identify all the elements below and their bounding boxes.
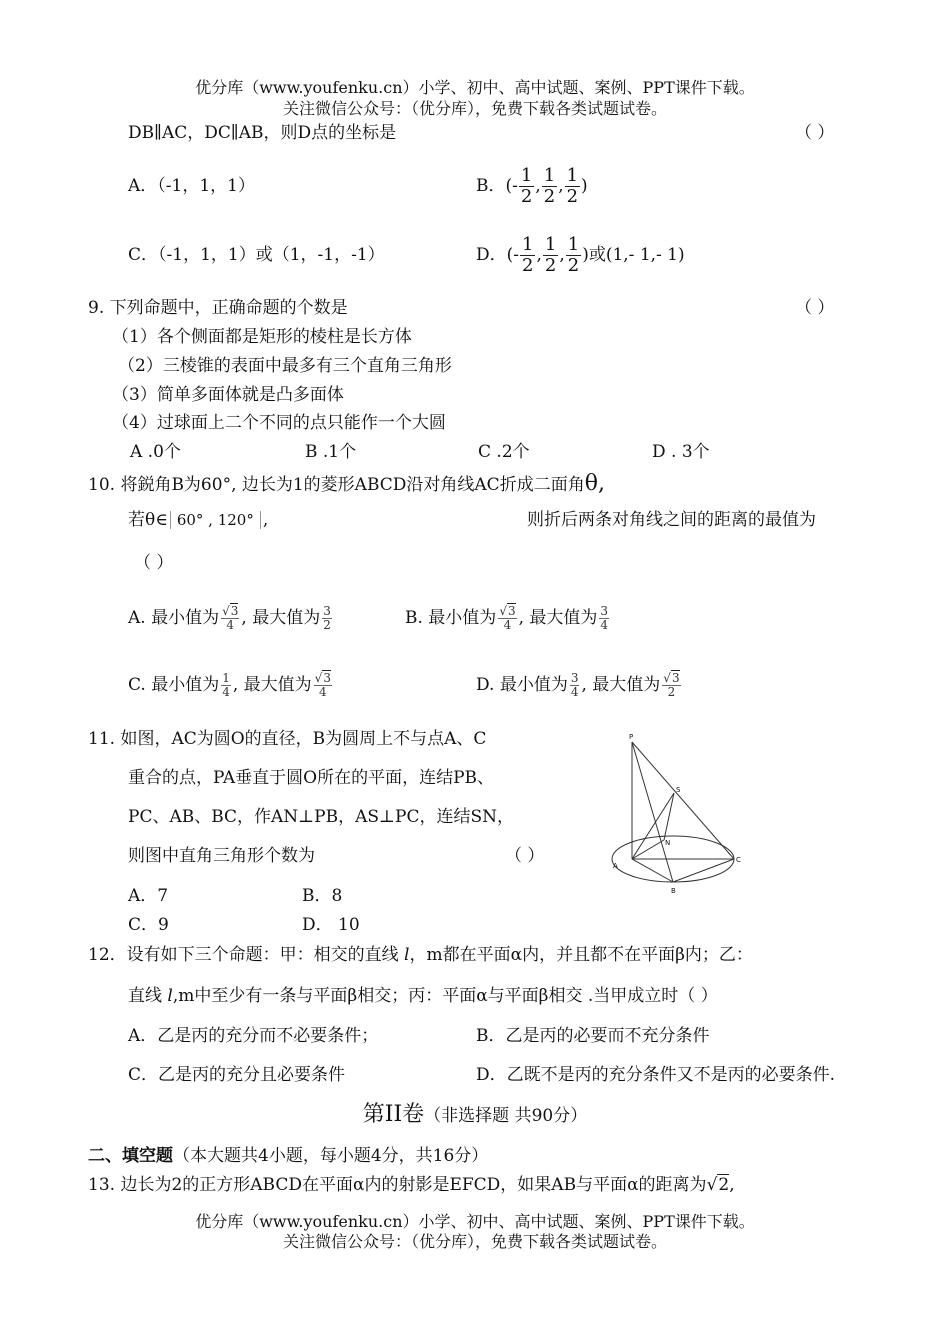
label-c: C [736,856,741,864]
q10-option-c: C. 最小值为 $\frac{1}{4}$ , 最大值为 $\frac{√3}{4}$ [128,671,331,699]
q11-geometry-figure [605,728,755,898]
fraction: $\frac{1}{2}$ [520,165,533,207]
q10-paren: （ ） [134,553,174,573]
fraction: $\frac{3}{4}$ [600,604,609,632]
header-line-2: 关注微信公众号：（优分库），免费下载各类试题试卷。 [282,99,667,118]
q11-line-1: 11. 如图，AC为圆O的直径，B为圆周上不与点A、C [88,729,487,749]
label-n: N [665,839,671,847]
q11-option-d: D． 10 [302,915,360,935]
q12-line-1: 12．设有如下三个命题：甲：相交的直线 l，m都在平面α内，并且都不在平面β内；乙： [88,945,753,965]
q9-option-b: B .1个 [305,442,357,462]
q10-option-d: D. 最小值为 $\frac{3}{4}$ , 最大值为 $\frac{√3}{2}$ [476,671,680,699]
label-s: S [676,786,681,794]
q11-option-a: A．7 [128,886,169,906]
label-p: P [629,733,634,741]
q11-option-c: C．9 [128,915,169,935]
footer-line-2: 关注微信公众号：（优分库），免费下载各类试题试卷。 [282,1232,667,1251]
q9-statement-1: （1）各个侧面都是矩形的棱柱是长方体 [112,327,412,347]
q9-statement-2: （2）三棱锥的表面中最多有三个直角三角形 [118,356,452,376]
section2-heading: 二、填空题（本大题共4小题，每小题4分，共16分） [88,1146,489,1166]
fraction: $\frac{1}{2}$ [543,165,556,207]
q10-option-b: B. 最小值为 $\frac{√3}{4}$ , 最大值为 $\frac{3}{4}$ [405,604,609,632]
q10-option-a: A. 最小值为 $\frac{√3}{4}$ , 最大值为 $\frac{3}{2}$ [128,604,331,632]
edge-as [632,793,674,859]
q8-option-b: B．(- $\frac{1}{2}$ , $\frac{1}{2}$ , $\frac{1}{2}$ ) [476,165,588,207]
q9-stem: 9. 下列命题中，正确命题的个数是 [88,298,348,318]
label-a: A [613,862,618,870]
q10-stem: 10. 将鋭角B为60°, 边长为1的菱形ABCD沿对角线AC折成二面角θ, [88,471,605,496]
fraction: $\frac{1}{4}$ [222,671,230,699]
part2-heading: 第II卷（非选择题 共90分） [362,1102,588,1127]
q11-line-2: 重合的点，PA垂直于圆O所在的平面，连结PB、 [128,768,495,788]
q12-option-d: D．乙既不是丙的充分条件又不是丙的必要条件. [476,1065,836,1085]
q8-paren: （ ） [795,123,835,143]
fraction: $\frac{1}{2}$ [544,234,557,276]
fraction: $\frac{1}{2}$ [566,165,579,207]
fraction: $\frac{√3}{2}$ [663,671,680,699]
q9-paren: （ ） [795,298,835,318]
edge-an [632,840,664,859]
fraction: $\frac{1}{2}$ [567,234,580,276]
q12-option-b: B．乙是丙的必要而不充分条件 [476,1026,710,1046]
q8-option-a: A．（-1，1，1） [128,176,255,196]
fraction: $\frac{3}{4}$ [570,671,579,699]
edge-pb [632,742,673,882]
header-line-1: 优分库（www.youfenku.cn）小学、初中、高中试题、案例、PPT课件下载。 [195,78,755,97]
q8-stem: DB∥AC，DC∥AB，则D点的坐标是 [128,123,397,143]
q11-line-3: PC、AB、BC，作AN⊥PB，AS⊥PC，连结SN， [128,807,514,827]
q12-line-2: 直线 l,m中至少有一条与平面β相交；丙：平面α与平面β相交 .当甲成立时（ ） [128,986,718,1006]
edge-pc [632,742,734,859]
q12-option-c: C．乙是丙的充分且必要条件 [128,1065,346,1085]
q8-option-c: C．（-1，1，1）或（1，-1，-1） [128,245,385,265]
q9-option-c: C .2个 [478,442,530,462]
q13-text: 13. 边长为2的正方形ABCD在平面α内的射影是EFCD，如果AB与平面α的距离为√2, [88,1175,735,1195]
q9-statement-3: （3）简单多面体就是凸多面体 [112,385,344,405]
fraction: $\frac{3}{2}$ [323,604,331,632]
fraction: $\frac{1}{2}$ [522,234,534,276]
q11-line-4: 则图中直角三角形个数为 [128,846,315,866]
q12-option-a: A．乙是丙的充分而不必要条件； [128,1026,379,1046]
q11-paren: （ ） [505,846,545,866]
q9-option-d: D . 3个 [652,442,710,462]
fraction: $\frac{√3}{4}$ [222,604,239,632]
q8-option-d: D．(- $\frac{1}{2}$ , $\frac{1}{2}$ , $\frac{1}{2}$ )或(1,- 1,- 1) [476,234,685,276]
q10-condition-tail: 则折后两条对角线之间的距离的最值为 [527,510,816,530]
q11-option-b: B．8 [302,886,343,906]
q9-statement-4: （4）过球面上二个不同的点只能作一个大圆 [112,413,446,433]
footer-line-1: 优分库（www.youfenku.cn）小学、初中、高中试题、案例、PPT课件下载。 [195,1212,755,1231]
fraction: $\frac{√3}{4}$ [499,604,516,632]
q9-option-a: A .0个 [130,442,181,462]
label-b: B [671,887,676,895]
fraction: $\frac{√3}{4}$ [314,671,331,699]
q10-condition: 若θ∈ 60° , 120° , [128,510,269,530]
